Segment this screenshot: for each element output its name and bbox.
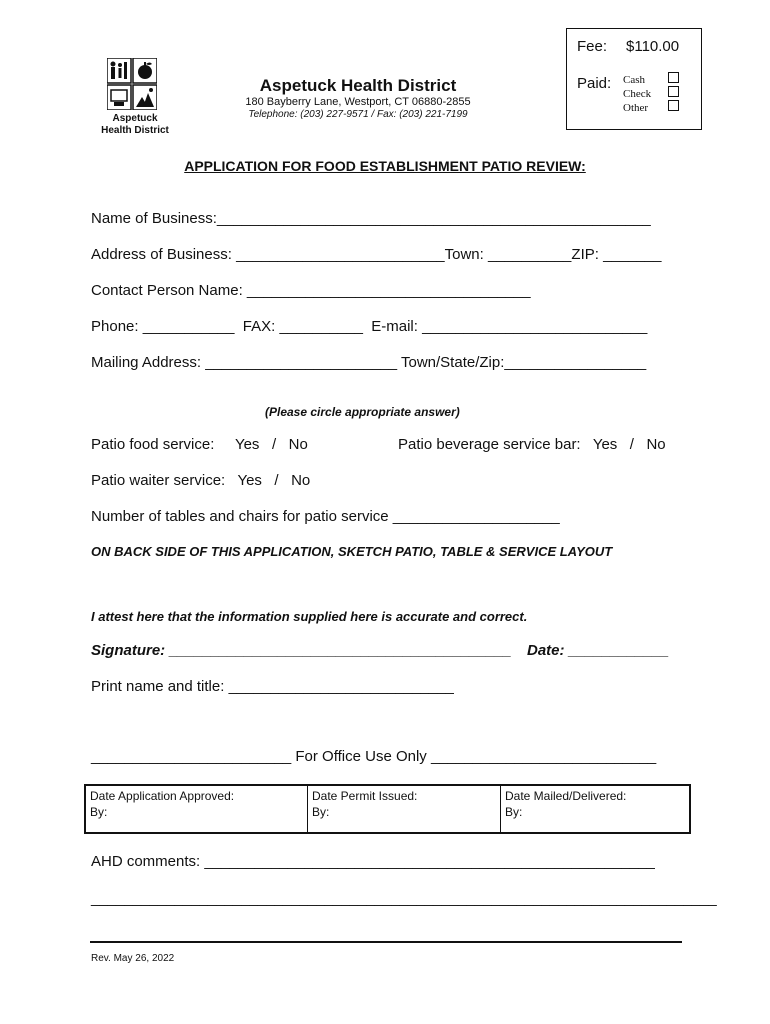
check-checkbox[interactable] [668, 86, 679, 97]
office-cell-label: Date Application Approved: [90, 789, 235, 803]
patio-waiter-service-question[interactable]: Patio waiter service: Yes / No [91, 472, 311, 489]
paid-label: Paid: [577, 75, 612, 92]
office-cell-permit-issued[interactable] [308, 786, 501, 832]
payment-option-cash: Cash [623, 74, 645, 86]
contact-person-field[interactable]: Contact Person Name: __________________________________ [91, 282, 531, 299]
revision-date: Rev. May 26, 2022 [91, 953, 175, 964]
office-cell-by: By: [90, 805, 108, 819]
office-cell-approved[interactable] [86, 786, 308, 832]
cash-checkbox[interactable] [668, 72, 679, 83]
other-checkbox[interactable] [668, 100, 679, 111]
office-cell-by: By: [505, 805, 523, 819]
tables-and-chairs-field[interactable]: Number of tables and chairs for patio service ____________________ [91, 508, 560, 525]
footer-rule [90, 941, 682, 943]
phone-fax-email-field[interactable]: Phone: ___________ FAX: __________ E-mail: ___________________________ [91, 318, 648, 335]
name-of-business-field[interactable]: Name of Business:____________________________________________________ [91, 210, 651, 227]
attestation-statement: I attest here that the information supplied here is accurate and correct. [91, 609, 528, 624]
organization-telephone: Telephone: (203) 227-9571 / Fax: (203) 221-7199 [248, 109, 468, 120]
payment-option-other: Other [623, 102, 649, 114]
office-cell-mailed-delivered[interactable] [501, 786, 689, 832]
comments-second-line[interactable]: ___________________________________________________________________________ [91, 890, 717, 907]
logo-icon [107, 58, 157, 110]
office-cell-label: Date Mailed/Delivered: [505, 789, 627, 803]
ahd-comments-field[interactable]: AHD comments: ______________________________________________________ [91, 853, 655, 870]
circle-instruction: (Please circle appropriate answer) [265, 405, 460, 419]
payment-option-check: Check [623, 88, 652, 100]
logo-text [98, 113, 172, 137]
back-side-note: ON BACK SIDE OF THIS APPLICATION, SKETCH PATIO, TABLE & SERVICE LAYOUT [91, 544, 613, 559]
date-field[interactable]: Date: ____________ [527, 642, 669, 659]
fee-value: $110.00 [626, 38, 680, 55]
patio-food-service-question[interactable]: Patio food service: Yes / No [91, 436, 308, 453]
signature-field[interactable]: Signature: _________________________________________ [91, 642, 512, 659]
logo-text-line2: Health District [101, 125, 169, 136]
district-logo [98, 58, 172, 140]
mailing-address-field[interactable]: Mailing Address: _______________________ Town/State/Zip:_________________ [91, 354, 647, 371]
fee-label: Fee: [577, 38, 608, 55]
organization-name: Aspetuck Health District [259, 76, 457, 95]
print-name-title-field[interactable]: Print name and title: ___________________________ [91, 678, 454, 695]
patio-beverage-bar-question[interactable]: Patio beverage service bar: Yes / No [398, 436, 666, 453]
form-title: APPLICATION FOR FOOD ESTABLISHMENT PATIO REVIEW: [184, 158, 586, 174]
office-cell-by: By: [312, 805, 330, 819]
fee-box [566, 28, 702, 130]
organization-address: 180 Bayberry Lane, Westport, CT 06880-2855 [245, 96, 471, 108]
office-use-table [84, 784, 691, 834]
office-cell-label: Date Permit Issued: [312, 789, 418, 803]
office-use-heading: ________________________ For Office Use Only ___________________________ [91, 748, 657, 765]
logo-text-line1: Aspetuck [112, 113, 158, 124]
address-of-business-field[interactable]: Address of Business: _________________________Town: __________ZIP: _______ [91, 246, 662, 263]
